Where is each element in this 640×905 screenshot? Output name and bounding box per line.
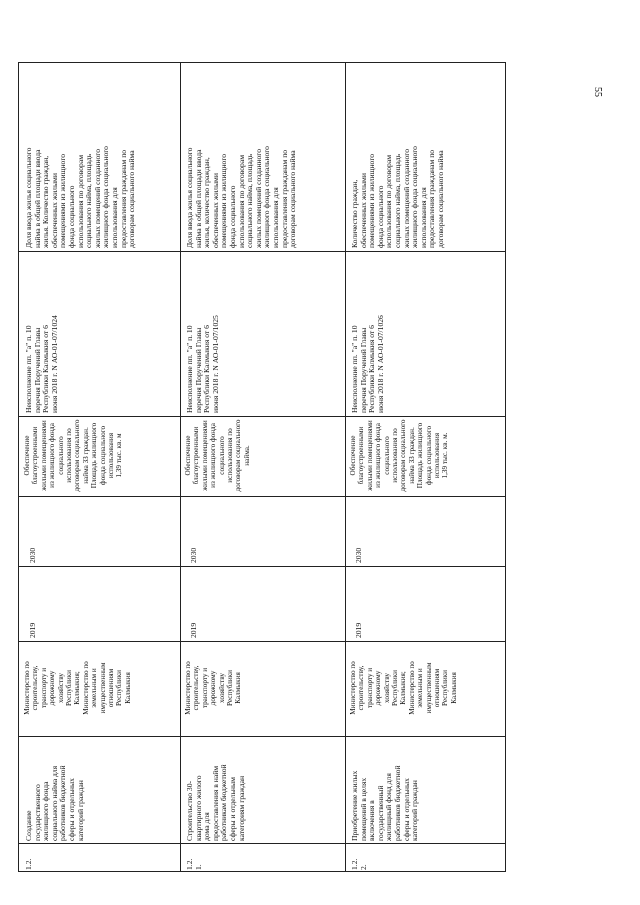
row-1-indicator-cell xyxy=(19,63,179,250)
row-1-result: Обеспечение благоустроенными жилыми помещениями из жилищного фонда социального использования по договорам социального найма 33 граждан. Площадь жилищного фонда социального использования 1,39 тыс. кв. м xyxy=(23,419,124,492)
row-1-name: Создание государственного жилищного фонда социального найма для работников бюджетной сферы и отдельных категорий граждан xyxy=(24,765,85,841)
row-2-consequence: Неисполнение пп. "а" п. 10 перечня Поручений Главы Республики Калмыкия от 6 июня 2018 г. N АО-01-07/1025 xyxy=(185,315,220,413)
row-3-start-cell xyxy=(345,566,505,640)
row-2-result: Обеспечение благоустроенными жилыми помещениями из жилищного фонда социального использования по договорам социального найма. xyxy=(184,419,251,492)
row-2-number-cell xyxy=(180,843,344,871)
row-2-executor-cell xyxy=(180,641,344,735)
row-1-executor-cell xyxy=(19,641,179,735)
row-2-executor: Министерство по строительству, транспорту и дорожному хозяйству Республики Калмыкия xyxy=(184,661,243,715)
row-3-executor: Министерство по строительству, транспорту и дорожному хозяйству Республики Калмыкия; Министерство по земельным и имущественным отношениям Республики Калмыкия xyxy=(349,661,458,715)
row-3-consequence: Неисполнение пп. "а" п. 10 перечня Поручений Главы Республики Калмыкия от 6 июня 2018 г. N АО-01-07/1026 xyxy=(350,315,385,413)
row-2-start-cell xyxy=(180,566,344,640)
row-2-result-cell xyxy=(180,416,344,495)
row-3-end: 2030 xyxy=(354,547,363,563)
row-1-name-cell xyxy=(19,736,179,842)
row-2-end: 2030 xyxy=(189,547,198,563)
row-1-end-cell xyxy=(19,496,179,565)
row-3-result-cell xyxy=(345,416,505,495)
row-1-consequence: Неисполнение пп. "а" п. 10 перечня Поручений Главы Республики Калмыкия от 6 июня 2018 г. N АО-01-07/1024 xyxy=(24,315,59,413)
row-2-name: Строительство 30- квартирного жилого дома для предоставления в найм работникам бюджетной сферы и отдельным категориям граждан xyxy=(185,764,246,841)
row-3-indicator-cell xyxy=(345,63,505,250)
row-3-executor-cell xyxy=(345,641,505,735)
row-1-result-cell xyxy=(19,416,179,495)
row-1-end: 2030 xyxy=(28,547,37,563)
row-1-executor: Министерство по строительству, транспорту и дорожному хозяйству Республики Калмыкия; Министерство по земельным и имущественным отношениям Республики Калмыкия xyxy=(23,661,132,715)
row-3-indicator: Количество граждан, обеспеченных жилыми помещениями из жилищного фонда социального использования по договорам социального найма, площадь жилых помещений созданного жилищного фонда социального использования для предоставления гражданам по договорам социального найма xyxy=(350,146,445,248)
page-number: 55 xyxy=(592,87,603,97)
row-2-number: 1.2. 1. xyxy=(185,858,203,870)
row-3-consequence-cell xyxy=(345,251,505,415)
row-3-name: Приобретение жилых помещений в целях включения в государственный жилищный фонд для работников бюджетной сферы и отдельных категорий граждан xyxy=(350,765,420,841)
row-1-start: 2019 xyxy=(28,622,37,638)
row-3-number-cell xyxy=(345,843,505,871)
row-1-start-cell xyxy=(19,566,179,640)
row-1-indicator: Доля ввода жилья социального найма в общей площади ввода жилья. Количество граждан, обеспеченных жилыми помещениями из жилищного фонда социального использования по договорам социального найма, площадь жилых помещений созданного жилищного фонда социального использования для предоставления гражданам по договорам социального найма xyxy=(24,146,137,248)
row-3-name-cell xyxy=(345,736,505,842)
row-3-end-cell xyxy=(345,496,505,565)
row-1-number: 1.2. xyxy=(24,858,33,870)
row-2-start: 2019 xyxy=(189,622,198,638)
row-3-result: Обеспечение благоустроенными жилыми помещениями из жилищного фонда социального использования по договорам социального найма 33 граждан. Площадь жилищного фонда социального использования 1,39 тыс. кв. м. xyxy=(349,419,450,492)
row-3-number: 1.2. 2. xyxy=(350,858,368,870)
row-3-start: 2019 xyxy=(354,622,363,638)
row-2-end-cell xyxy=(180,496,344,565)
row-2-consequence-cell xyxy=(180,251,344,415)
row-2-name-cell xyxy=(180,736,344,842)
row-2-indicator-cell xyxy=(180,63,344,250)
row-1-number-cell xyxy=(19,843,179,871)
row-1-consequence-cell xyxy=(19,251,179,415)
row-2-indicator: Доля ввода жилья социального найма в общей площади ввода жилья, количество граждан, обеспеченных жилыми помещениями из жилищного фонда социального использования по договорам социального найма, площадь жилых помещений созданного жилищного фонда социального использования для предоставления гражданам по договорам социального найма xyxy=(185,146,298,248)
